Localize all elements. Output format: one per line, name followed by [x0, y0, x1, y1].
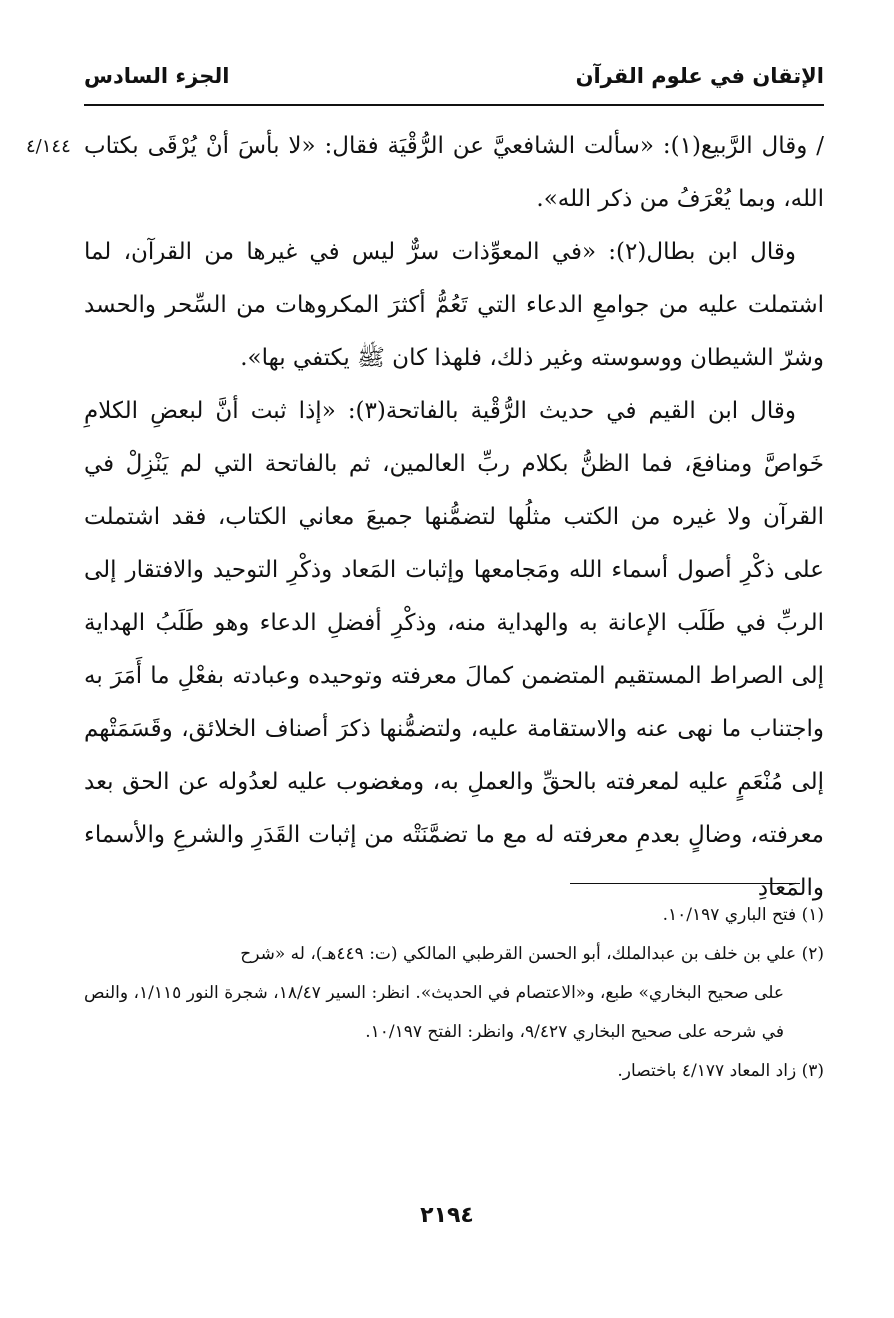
footnote-1 — [84, 896, 824, 935]
footnote-text: فتح الباري ١٠/١٩٧. — [662, 905, 797, 925]
footnote-3 — [84, 1052, 824, 1091]
footnote-2 — [84, 935, 824, 1052]
running-header — [84, 56, 824, 96]
footnote-divider — [570, 883, 800, 884]
paragraph: وقال ابن بطال(٢): «في المعوِّذات سرٌّ ليس في غيرها من القرآن، لما اشتملت عليه من جوامعِ الدعاء التي تَعُمُّ أكثرَ المكروهات من السِّحر والحسد وشرّ الشيطان ووسوسته وغير ذلك، فلهذا كان ﷺ يكتفي بها». — [84, 239, 824, 371]
page-number: ٢١٩٤ — [420, 1203, 474, 1228]
paragraph: وقال ابن القيم في حديث الرُّقْية بالفاتحة(٣): «إذا ثبت أنَّ لبعضِ الكلامِ خَواصَّ ومنافعَ، فما الظنُّ بكلام ربِّ العالمين، ثم بالفاتحة التي لم يَنْزِلْ في القرآن ولا غيره من الكتب مثلُها لتضمُّنها جميعَ معاني الكتاب، فقد اشتملت على ذكْرِ أصول أسماء الله ومَجامعها وإثبات المَعاد وذكْرِ التوحيد والافتقار إلى الربِّ في طَلَب الإعانة به والهداية منه، وذكْرِ أفضلِ الدعاء وهو طَلَبُ الهداية إلى الصراط المستقيم المتضمن كمالَ معرفته وتوحيده وعبادته بفعْلِ ما أَمَرَ به واجتناب ما نهى عنه والاستقامة عليه، ولتضمُّنها ذكرَ أصناف الخلائق، وقَسَمَتْهم إلى مُنْعَمٍ عليه لمعرفته بالحقِّ والعملِ به، ومغضوب عليه لعدُوله عن الحق بعد معرفته، وضالٍ بعدمِ معرفته له مع ما تضمَّنَتْه من إثبات القَدَرِ والشرعِ والأسماء والمَعادِ — [84, 398, 824, 901]
header-divider — [84, 104, 824, 106]
book-title: الإتقان في علوم القرآن — [575, 64, 824, 88]
footnote-continuation: على صحيح البخاري» طبع، و«الاعتصام في الحديث». انظر: السير ١٨/٤٧، شجرة النور ١/١١٥، والنص في شرحه على صحيح البخاري ٩/٤٢٧، وانظر: الفتح ١٠/١٩٧. — [84, 983, 784, 1042]
volume-label: الجزء السادس — [84, 64, 230, 88]
paragraph: / وقال الرَّبيع(١): «سألت الشافعيَّ عن الرُّقْيَة فقال: «لا بأسَ أنْ يُرْقَى بكتاب الله، وبما يُعْرَفُ من ذكر الله». — [84, 133, 824, 212]
footnote-text: زاد المعاد ٤/١٧٧ باختصار. — [617, 1061, 797, 1081]
footnote-marker: (٢) — [801, 944, 824, 964]
footnote-text: علي بن خلف بن عبدالملك، أبو الحسن القرطبي المالكي (ت: ٤٤٩هـ)، له «شرح — [240, 944, 797, 964]
footnote-marker: (٣) — [801, 1061, 824, 1081]
footnotes — [84, 896, 824, 1091]
margin-reference: ٤/١٤٤ — [26, 136, 71, 157]
footnote-marker: (١) — [801, 905, 824, 925]
main-text — [84, 120, 824, 915]
